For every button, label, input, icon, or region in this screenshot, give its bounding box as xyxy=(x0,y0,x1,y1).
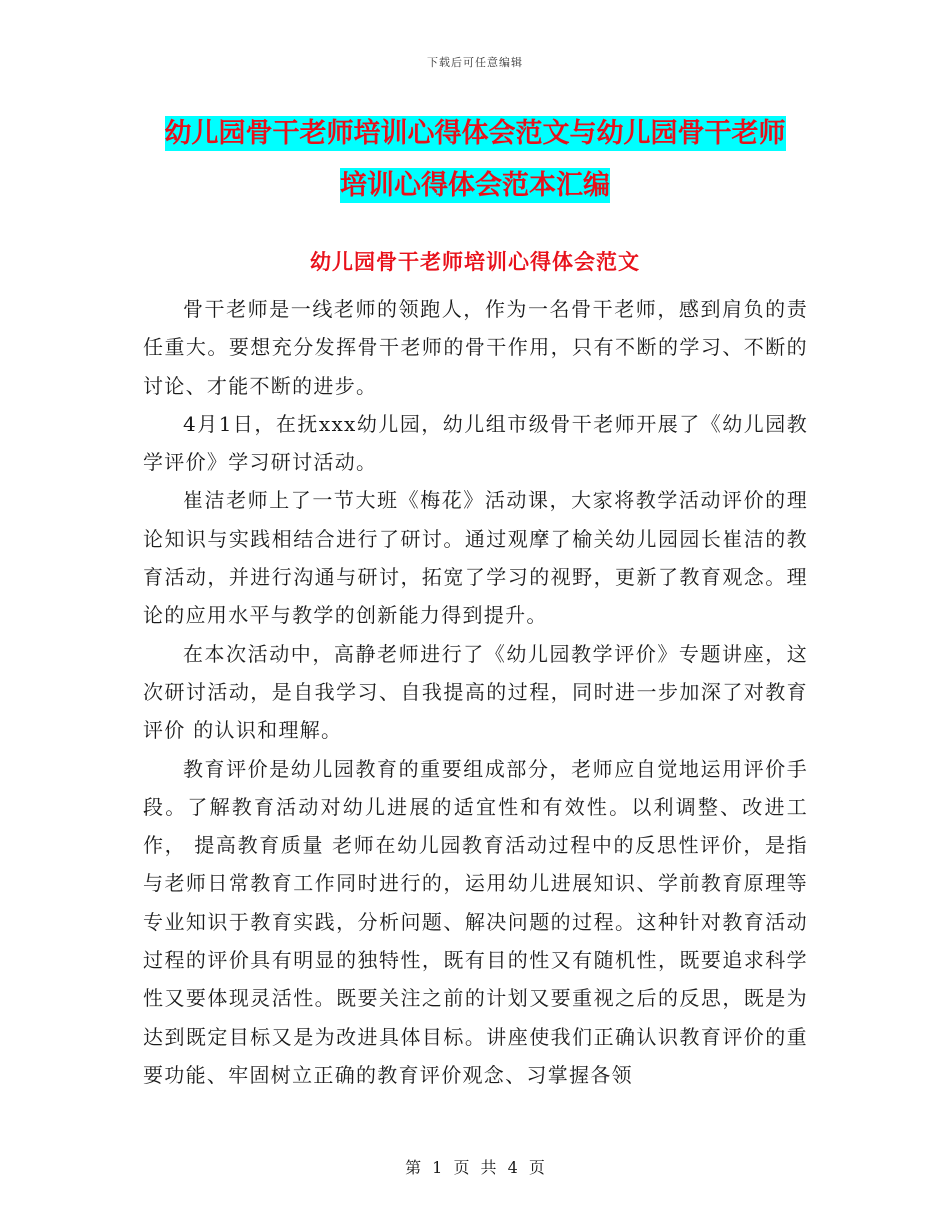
page-number-footer: 第 1 页 共 4 页 xyxy=(405,1158,545,1177)
page-header-note: 下载后可任意编辑 xyxy=(427,56,523,69)
section-title: 幼儿园骨干老师培训心得体会范文 xyxy=(310,250,640,274)
document-body xyxy=(143,290,808,1094)
document-title-line-2: 培训心得体会范本汇编 xyxy=(340,170,610,201)
document-title xyxy=(140,108,810,212)
paragraph-1: 骨干老师是一线老师的领跑人，作为一名骨干老师，感到肩负的责任重大。要想充分发挥骨干老师的骨干作用，只有不断的学习、不断的讨论、才能不断的进步。 xyxy=(143,297,808,398)
paragraph-4: 在本次活动中，高静老师进行了《幼儿园教学评价》专题讲座，这次研讨活动，是自我学习、自我提高的过程，同时进一步加深了对教育评价 的认识和理解。 xyxy=(143,641,808,743)
document-title-line-1: 幼儿园骨干老师培训心得体会范文与幼儿园骨干老师 xyxy=(164,118,786,149)
paragraph-5: 教育评价是幼儿园教育的重要组成部分，老师应自觉地运用评价手段。了解教育活动对幼儿进展的适宜性和有效性。以利调整、改进工作， 提高教育质量 老师在幼儿园教育活动过程中的反思性评价，是指与老师日常教育工作同时进行的，运用幼儿进展知识、学前教育原理等专业知识于教育实践，分析问题、解决问题的过程。这种针对教育活动过程的评价具有明显的独特性，既有目的性又有随机性，既要追求科学性又要体现灵活性。既要关注之前的计划又要重视之后的反思，既是为达到既定目标又是为改进具体目标。讲座使我们正确认识教育评价的重要功能、牢固树立正确的教育评价观念、习掌握各领 xyxy=(143,756,808,1087)
paragraph-3: 崔洁老师上了一节大班《梅花》活动课，大家将教学活动评价的理论知识与实践相结合进行了研讨。通过观摩了榆关幼儿园园长崔洁的教育活动，并进行沟通与研讨，拓宽了学习的视野，更新了教育观念。理论的应用水平与教学的创新能力得到提升。 xyxy=(143,488,808,628)
paragraph-2: 4月1日，在抚xxx幼儿园，幼儿组市级骨干老师开展了《幼儿园教学评价》学习研讨活动。 xyxy=(143,411,808,475)
